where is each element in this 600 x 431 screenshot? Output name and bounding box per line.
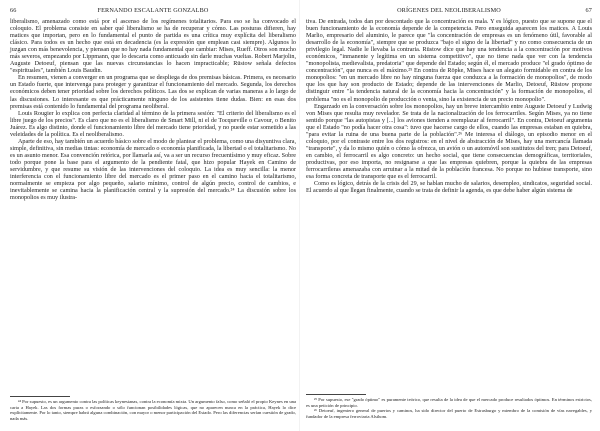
paragraph: Aparte de eso, hay también un acuerdo básico sobre el modo de plantear el problema, como una disyuntiva clara, simple, definitiva, sin medias tintas: economía de mercado o economía planificada, la libertad o el totalitarismo. No es un asunto menor. Esa convención retórica, por llamarla así, va a ser un recurso frecuentísimo y muy eficaz. Sobre todo porque pone la base para el argumento de la pendiente fatal, que hizo popular Hayek en Camino de servidumbre, y que resume su visión de las intervenciones del coloquio. La idea es muy sencilla: la menor interferencia con el funcionamiento libre del mercado es el primer paso en el camino hacia el totalitarismo, normalmente se empieza por algo pequeño, salario mínimo, control de algún precio, control de cambios, e inevitablemente se camina hacia la planificación central y la supresión del mercado.²⁴ La discusión sobre los monopolios es muy ilustra- bbox=[10, 138, 296, 202]
paragraph: En resumen, vienen a converger en un programa que se despliega de dos premisas básicas. Primera, es necesario un Estado fuerte, que intervenga para proteger y garantizar el funcionamiento del mercado. Segunda, los derechos económicos deben tener prioridad sobre los derechos políticos. Las dos se explican de varias maneras a lo largo de las discusiones. Lo interesante es que prácticamente ninguno de los asistentes tiene dudas. Bien: en esas dos premisas está contenido lo fundamental del programa neoliberal. bbox=[10, 75, 296, 110]
running-header bbox=[6, 7, 300, 16]
paragraph: Engarzado en la conversación sobre los monopolios, hay un breve intercambio entre Auguste Detoeuf y Ludwig von Mises que resulta muy revelador. Se trata de la nacionalización de los ferrocarriles. Según Mises, ya no tiene sentido porque "las autopistas y [...] los aviones tienden a reemplazar al ferrocarril". En contra, Detoeuf argumenta que el Estado "no podía hacer otra cosa": tuvo que hacerse cargo de ellos, cuando las empresas estaban en quiebra, "para evitar la ruina de una buena parte de la población".²⁶ Me interesa el diálogo, un episodio menor en el coloquio, por el contraste entre los dos registros: en el nivel de abstracción de Mises, hay una mercancía llamada "transporte", y da lo mismo quién o cómo la ofrezca, un avión o un automóvil son sustitutos del tren; para Detoeuf, en cambio, el ferrocarril es algo concreto: un hecho social, que tiene consecuencias demográficas, territoriales, productivas, por eso importa, no resignarse a que las empresas quiebren, porque la quiebra de las empresas ferrocarrileras amenazaba con arruinar a la mitad de la población francesa. No porque no hubiese transporte, sino esa forma concreta de transporte que es el ferrocarril. bbox=[306, 103, 592, 181]
body-text bbox=[10, 19, 296, 202]
body-text bbox=[306, 19, 592, 195]
running-head-title: FERNANDO ESCALANTE GONZALBO bbox=[97, 7, 209, 14]
footnote-rule bbox=[306, 394, 366, 395]
left-page bbox=[6, 0, 300, 431]
paragraph: liberalismo, amenazado como está por el ascenso de los regímenes totalitarios. Para eso se ha convocado el coloquio. El problema consiste en saber qué liberalismo se ha de recuperar y cómo. Las posturas difieren, hay matices que importan, pero en lo fundamental el punto de partida es una crítica muy explícita del liberalismo clásico. Para todos es un hecho que está en decadencia (es la expresión que emplean casi siempre). Algunos lo juzgan con más benevolencia, y piensan que no hay nada fundamental que cambiar: Mises, Rueff. Otros son mucho más severos, empezando por Lippmann, que lo descarta como anticuado sin darle muchas vueltas. Robert Marjolin, Auguste Detoeuf, piensan que las nuevas circunstancias lo hacen impracticable; Rüstow señala defectos "espirituales", también Louis Baudin. bbox=[10, 19, 296, 75]
footnote-rule bbox=[10, 396, 70, 397]
running-head-title: ORÍGENES DEL NEOLIBERALISMO bbox=[397, 7, 501, 14]
page-number: 67 bbox=[585, 7, 592, 14]
footnotes bbox=[10, 399, 296, 421]
paragraph: Como es lógico, detrás de la crisis del 29, se hablan mucho de salarios, desempleo, sindicatos, seguridad social. El acuerdo al que llegan finalmente, cuando se trata de definir la agenda, es que debe haber algún sistema de bbox=[306, 181, 592, 195]
right-page bbox=[302, 0, 596, 431]
footnote: ²⁴ Por supuesto, es un argumento contra las políticas keynesianas, contra la economía mixta. Un argumento falso, como señaló el propio Keynes en una carta a Hayek. Las dos formas puras o esforzando o sólo funcionan posibilidades lógicas, que no aparecen nunca en la práctica, Hayek lo dice explícitamente. Por lo tanto, siempre habrá alguna combinación, con mayor o menor participación del Estado. Pero las diferencias serían cuestión de grado, nada más. bbox=[10, 399, 296, 421]
footnote: ²⁵ Por supuesto, ese "grado óptimo" es puramente teórico, que resulta de la idea de que el mercado produce resultados óptimos. En términos estrictos, es una petición de principio. bbox=[306, 397, 592, 408]
paragraph: Louis Rougier lo explica con perfecta claridad al término de la primera sesión: "El criterio del liberalismo es el libre juego de los precios". Es claro que no es el liberalismo de Smart Mill, ni el de Tocqueville o Cavour, o Benito Juárez. Es algo distinto, donde el funcionamiento libre del mercado tiene prioridad, y no puede estar sometido a las veleidades de la política. Es el neoliberalismo. bbox=[10, 110, 296, 138]
running-header bbox=[302, 7, 596, 16]
footnote: ²⁶ Detoeuf, ingeniero general de puertos y caminos, ha sido director del puerto de Estrasburgo y miembro de la comisión de vías navegables, y fundador de la empresa ferroviaria Alsthom. bbox=[306, 408, 592, 419]
footnotes bbox=[306, 397, 592, 419]
page-number: 66 bbox=[10, 7, 17, 14]
paragraph: tiva. De entrada, todos dan por descontado que la concentración es mala. Y es lógico, puesto que se supone que el buen funcionamiento de la economía depende de la competencia. Pero enseguida aparecen los matices. A Louis Marlio, empresario del aluminio, le parece que "la concentración de empresas es un fenómeno útil, favorable al desarrollo de la economía", siempre que se produzca "bajo el signo de la libertad" y no como consecuencia de un privilegio legal. Nadie le llevaba la contraria. Rüstow dice que hay una tendencia a la concentración por motivos económicos, "inmanente y legítima en un sistema competitivo", que no tiene nada que ver con la tendencia "monopolista, medievalista, predatoria" que depende del Estado; según él, el mercado produce "el grado óptimo de concentración", que nunca es el máximo.²⁵ En contra de Röpke, Mises hace un alegato formidable en contra de los monopolios: "en un mercado libre no hay ninguna fuerza que conduzca a la formación de monopolios", de modo que los que hay son producto de Estado; depende de las intervenciones de Marlio, Detoeuf, Rüstow propone distinguir entre "la tendencia natural de la economía hacia la concentración" y la formación de monopolios, el problema "no es el monopolio de producción o venta, sino la existencia de un precio monopolio". bbox=[306, 19, 592, 103]
